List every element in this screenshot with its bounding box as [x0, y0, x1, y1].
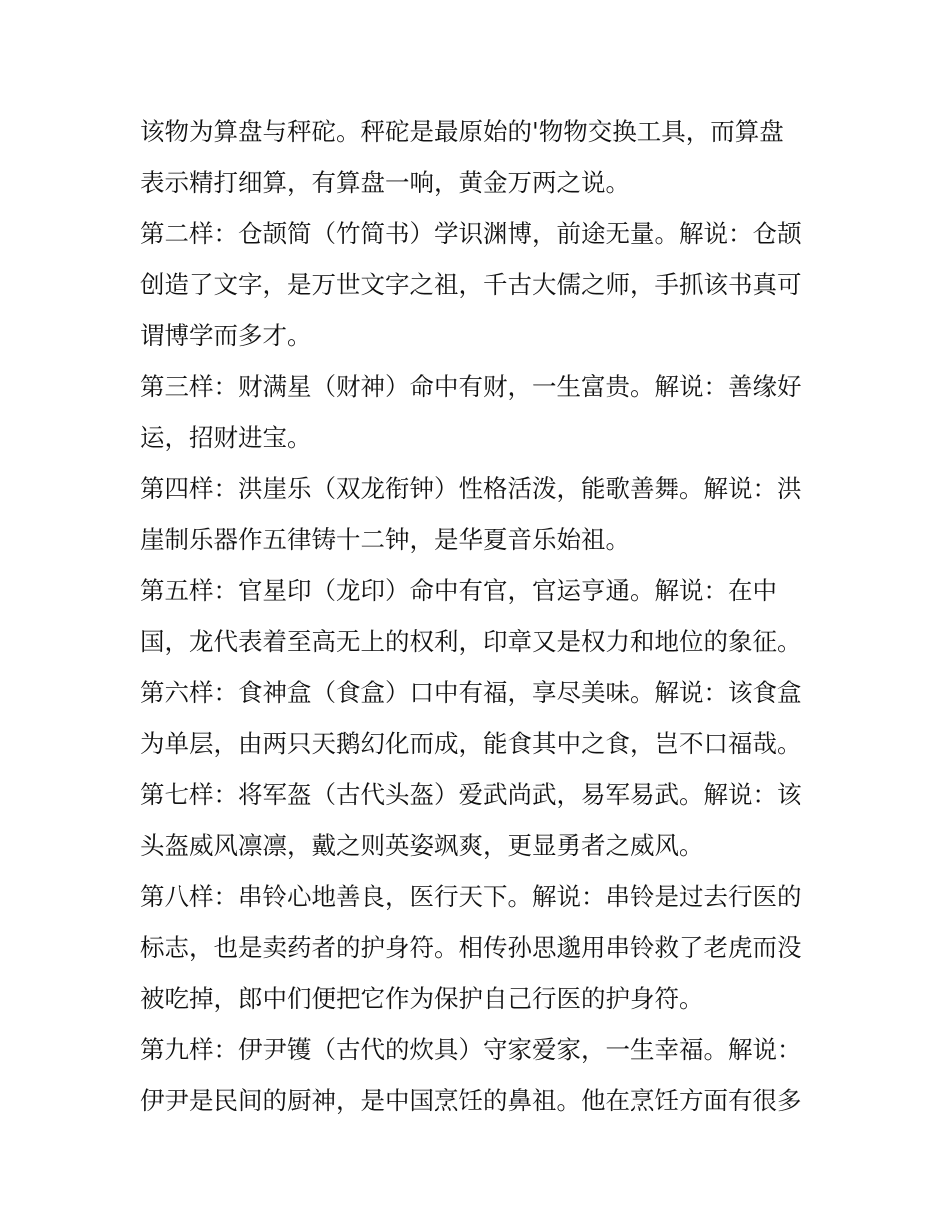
text-line: 第八样：串铃心地善良，医行天下。解说：串铃是过去行医的: [140, 882, 802, 911]
text-line: 谓博学而多才。: [140, 321, 312, 350]
text-line: 国，龙代表着至高无上的权利，印章又是权力和地位的象征。: [140, 627, 802, 656]
text-line: 运，招财进宝。: [140, 423, 312, 452]
text-line: 创造了文字，是万世文字之祖，千古大儒之师，手抓该书真可: [140, 270, 802, 299]
text-line: 第七样：将军盔（古代头盔）爱武尚武，易军易武。解说：该: [140, 780, 802, 809]
body-text: [140, 106, 820, 1126]
text-line: 标志，也是卖药者的护身符。相传孙思邈用串铃救了老虎而没: [140, 933, 802, 962]
text-line: 被吃掉，郎中们便把它作为保护自己行医的护身符。: [140, 984, 704, 1013]
text-line: 第四样：洪崖乐（双龙衔钟）性格活泼，能歌善舞。解说：洪: [140, 474, 802, 503]
text-line: 伊尹是民间的厨神，是中国烹饪的鼻祖。他在烹饪方面有很多: [140, 1086, 802, 1115]
text-line: 第三样：财满星（财神）命中有财，一生富贵。解说：善缘好: [140, 372, 802, 401]
text-line: 头盔威风凛凛，戴之则英姿飒爽，更显勇者之威风。: [140, 831, 704, 860]
text-line: 第九样：伊尹镬（古代的炊具）守家爱家，一生幸福。解说：: [140, 1035, 802, 1064]
text-line: 表示精打细算，有算盘一响，黄金万两之说。: [140, 168, 630, 197]
text-line: 第二样：仓颉简（竹简书）学识渊博，前途无量。解说：仓颉: [140, 219, 802, 248]
text-line: 该物为算盘与秤砣。秤砣是最原始的'物物交换工具，而算盘: [140, 117, 784, 146]
text-line: 为单层，由两只天鹅幻化而成，能食其中之食，岂不口福哉。: [140, 729, 802, 758]
text-line: 第五样：官星印（龙印）命中有官，官运亨通。解说：在中: [140, 576, 777, 605]
text-line: 第六样：食神盒（食盒）口中有福，享尽美味。解说：该食盒: [140, 678, 802, 707]
text-line: 崖制乐器作五律铸十二钟，是华夏音乐始祖。: [140, 525, 630, 554]
